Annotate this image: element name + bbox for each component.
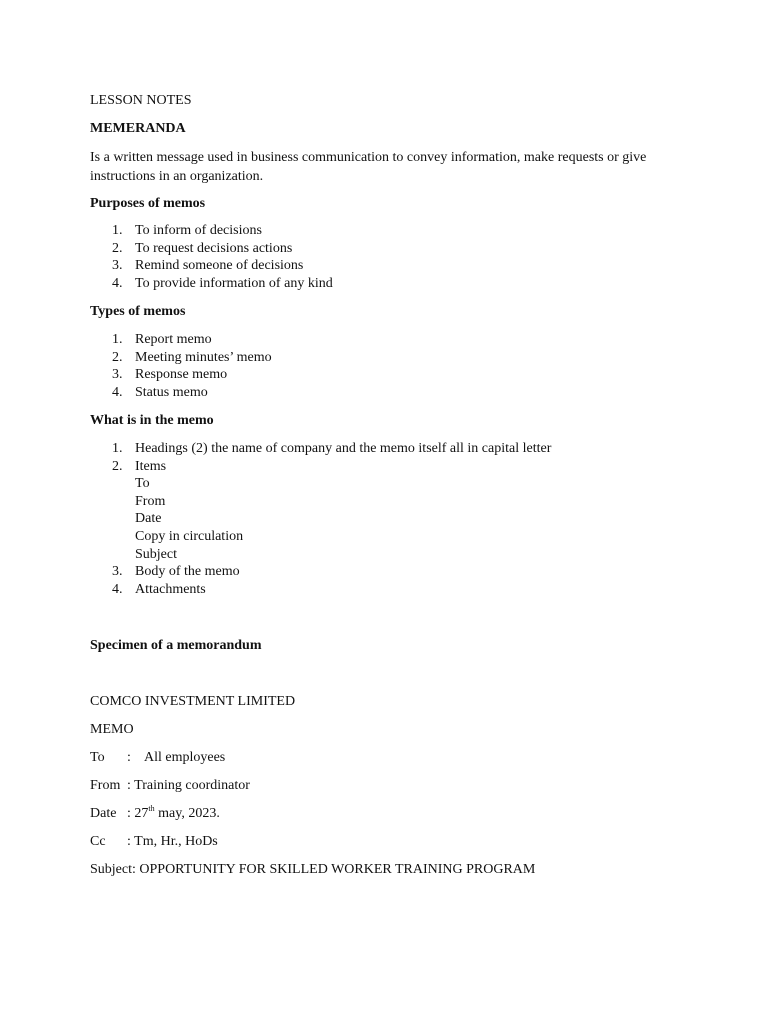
memo-from-row: [90, 777, 250, 795]
memo-cc-row: [90, 833, 218, 851]
contents-list: [90, 440, 551, 598]
list-item: 3. Response memo: [112, 367, 228, 383]
sub-item: To: [135, 476, 150, 492]
list-item: 1. To inform of decisions: [112, 223, 262, 238]
document-title: MEMERANDA: [90, 121, 186, 136]
memo-title: MEMO: [90, 722, 134, 737]
specimen-heading: Specimen of a memorandum: [90, 638, 262, 653]
list-item: 1. Report memo: [112, 332, 212, 347]
types-heading: Types of memos: [90, 304, 186, 319]
date-colon: :: [127, 806, 135, 821]
memo-date-row: [90, 805, 220, 823]
list-item: 3. Remind someone of decisions: [112, 258, 304, 274]
definition-paragraph: Is a written message used in business communication to convey information, make requests or give instructions in an organization.: [90, 150, 647, 184]
list-item: 4. Attachments: [112, 581, 206, 597]
purposes-list: [90, 222, 333, 292]
list-item: 4. To provide information of any kind: [112, 275, 333, 291]
cc-value: Tm, Hr., HoDs: [134, 834, 218, 849]
list-item: 2. Meeting minutes’ memo: [112, 349, 272, 365]
sub-item: Subject: [135, 546, 177, 562]
list-item: 4. Status memo: [112, 384, 208, 400]
memo-to-row: [90, 749, 225, 767]
from-value: Training coordinator: [134, 778, 250, 793]
sub-item: From: [135, 493, 166, 509]
list-item: 2. To request decisions actions: [112, 240, 293, 256]
lesson-heading: LESSON NOTES: [90, 93, 192, 108]
date-day: 27: [134, 806, 149, 821]
subject-label: Subject:: [90, 862, 136, 877]
contents-heading: What is in the memo: [90, 413, 214, 428]
list-item: 3. Body of the memo: [112, 564, 240, 580]
purposes-heading: Purposes of memos: [90, 196, 206, 211]
list-item: 2. Items To From Date Copy in circulation Subject: [90, 458, 551, 564]
to-colon: :: [127, 750, 131, 765]
to-label: To: [90, 750, 105, 765]
date-suffix: th: [148, 804, 155, 813]
sub-item: Copy in circulation: [135, 528, 244, 544]
company-name: COMCO INVESTMENT LIMITED: [90, 694, 296, 709]
to-value: All employees: [144, 750, 226, 765]
subject-value: OPPORTUNITY FOR SKILLED WORKER TRAINING PROGRAM: [139, 862, 536, 877]
list-item: 1. Headings (2) the name of company and the memo itself all in capital letter: [112, 441, 552, 456]
cc-colon: :: [127, 834, 135, 849]
date-rest: may, 2023.: [158, 806, 220, 821]
types-list: [90, 331, 272, 401]
from-label: From: [90, 778, 121, 793]
date-label: Date: [90, 806, 117, 821]
memo-subject-row: [90, 861, 535, 879]
from-colon: :: [127, 778, 135, 793]
cc-label: Cc: [90, 834, 106, 849]
sub-item: Date: [135, 511, 162, 527]
